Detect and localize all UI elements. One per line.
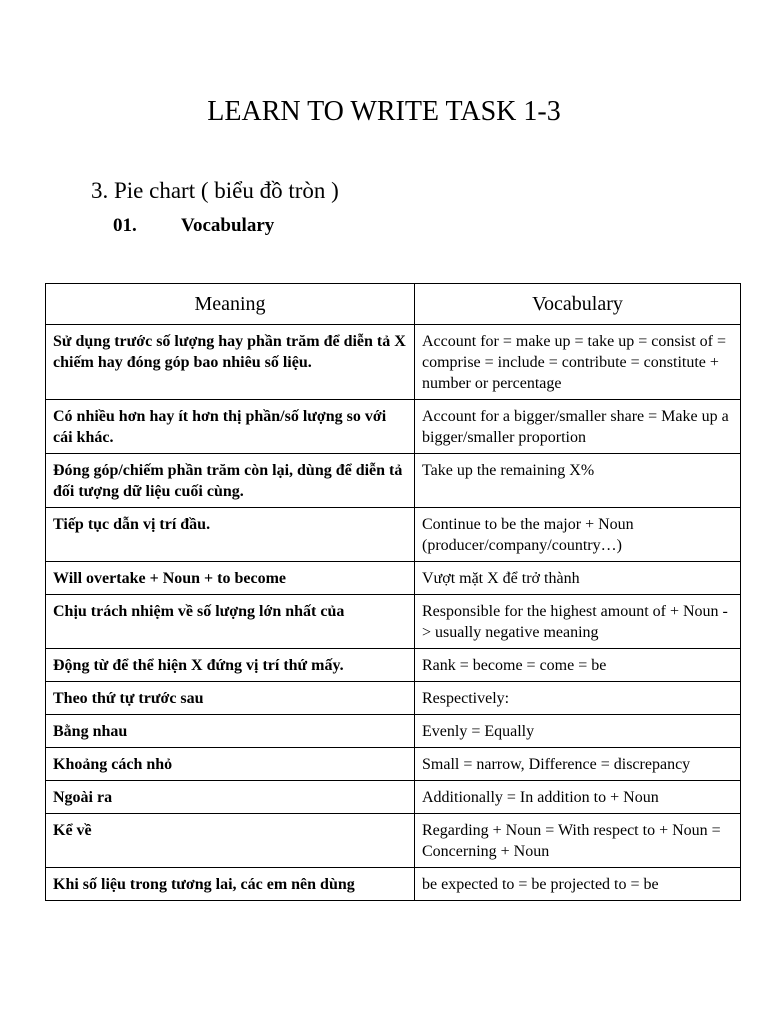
table-row <box>46 454 741 508</box>
vocabulary-cell: Additionally = In addition to + Noun <box>415 781 741 814</box>
vocabulary-cell: Evenly = Equally <box>415 715 741 748</box>
table-row <box>46 562 741 595</box>
table-row <box>46 748 741 781</box>
sub-heading <box>113 212 274 240</box>
meaning-cell: Có nhiều hơn hay ít hơn thị phần/số lượng so với cái khác. <box>46 400 415 454</box>
table-row <box>46 682 741 715</box>
meaning-cell: Sử dụng trước số lượng hay phần trăm để diễn tả X chiếm hay đóng góp bao nhiêu số liệu. <box>46 325 415 400</box>
table-row <box>46 868 741 901</box>
vocabulary-cell: Take up the remaining X% <box>415 454 741 508</box>
vocabulary-cell: Respectively: <box>415 682 741 715</box>
column-header-meaning: Meaning <box>46 284 415 325</box>
document-title: LEARN TO WRITE TASK 1-3 <box>207 96 561 127</box>
table-row <box>46 595 741 649</box>
vocabulary-cell: Account for a bigger/smaller share = Make up a bigger/smaller proportion <box>415 400 741 454</box>
table-row <box>46 400 741 454</box>
vocabulary-cell: be expected to = be projected to = be <box>415 868 741 901</box>
table-header-row <box>46 284 741 325</box>
meaning-cell: Will overtake + Noun + to become <box>46 562 415 595</box>
column-header-vocabulary: Vocabulary <box>415 284 741 325</box>
table-row <box>46 814 741 868</box>
table-row <box>46 715 741 748</box>
section-heading: 3. Pie chart ( biểu đồ tròn ) <box>91 178 339 203</box>
vocabulary-cell: Rank = become = come = be <box>415 649 741 682</box>
meaning-cell: Khi số liệu trong tương lai, các em nên dùng <box>46 868 415 901</box>
meaning-cell: Khoảng cách nhỏ <box>46 748 415 781</box>
sub-heading-number: 01. <box>113 215 137 236</box>
table-row <box>46 508 741 562</box>
meaning-cell: Động từ để thể hiện X đứng vị trí thứ mấy. <box>46 649 415 682</box>
table-row <box>46 781 741 814</box>
meaning-cell: Tiếp tục dẫn vị trí đầu. <box>46 508 415 562</box>
vocabulary-cell: Responsible for the highest amount of + Noun -> usually negative meaning <box>415 595 741 649</box>
sub-heading-label: Vocabulary <box>181 215 275 236</box>
vocabulary-table <box>45 283 741 901</box>
table-row <box>46 649 741 682</box>
meaning-cell: Kể về <box>46 814 415 868</box>
vocabulary-cell: Account for = make up = take up = consist of = comprise = include = contribute = constitute + number or percentage <box>415 325 741 400</box>
vocabulary-cell: Regarding + Noun = With respect to + Noun = Concerning + Noun <box>415 814 741 868</box>
table-row <box>46 325 741 400</box>
meaning-cell: Theo thứ tự trước sau <box>46 682 415 715</box>
meaning-cell: Ngoài ra <box>46 781 415 814</box>
vocabulary-cell: Vượt mặt X để trở thành <box>415 562 741 595</box>
vocabulary-cell: Continue to be the major + Noun (producer/company/country…) <box>415 508 741 562</box>
meaning-cell: Chịu trách nhiệm về số lượng lớn nhất của <box>46 595 415 649</box>
meaning-cell: Đóng góp/chiếm phần trăm còn lại, dùng để diễn tả đối tượng dữ liệu cuối cùng. <box>46 454 415 508</box>
vocabulary-cell: Small = narrow, Difference = discrepancy <box>415 748 741 781</box>
meaning-cell: Bằng nhau <box>46 715 415 748</box>
